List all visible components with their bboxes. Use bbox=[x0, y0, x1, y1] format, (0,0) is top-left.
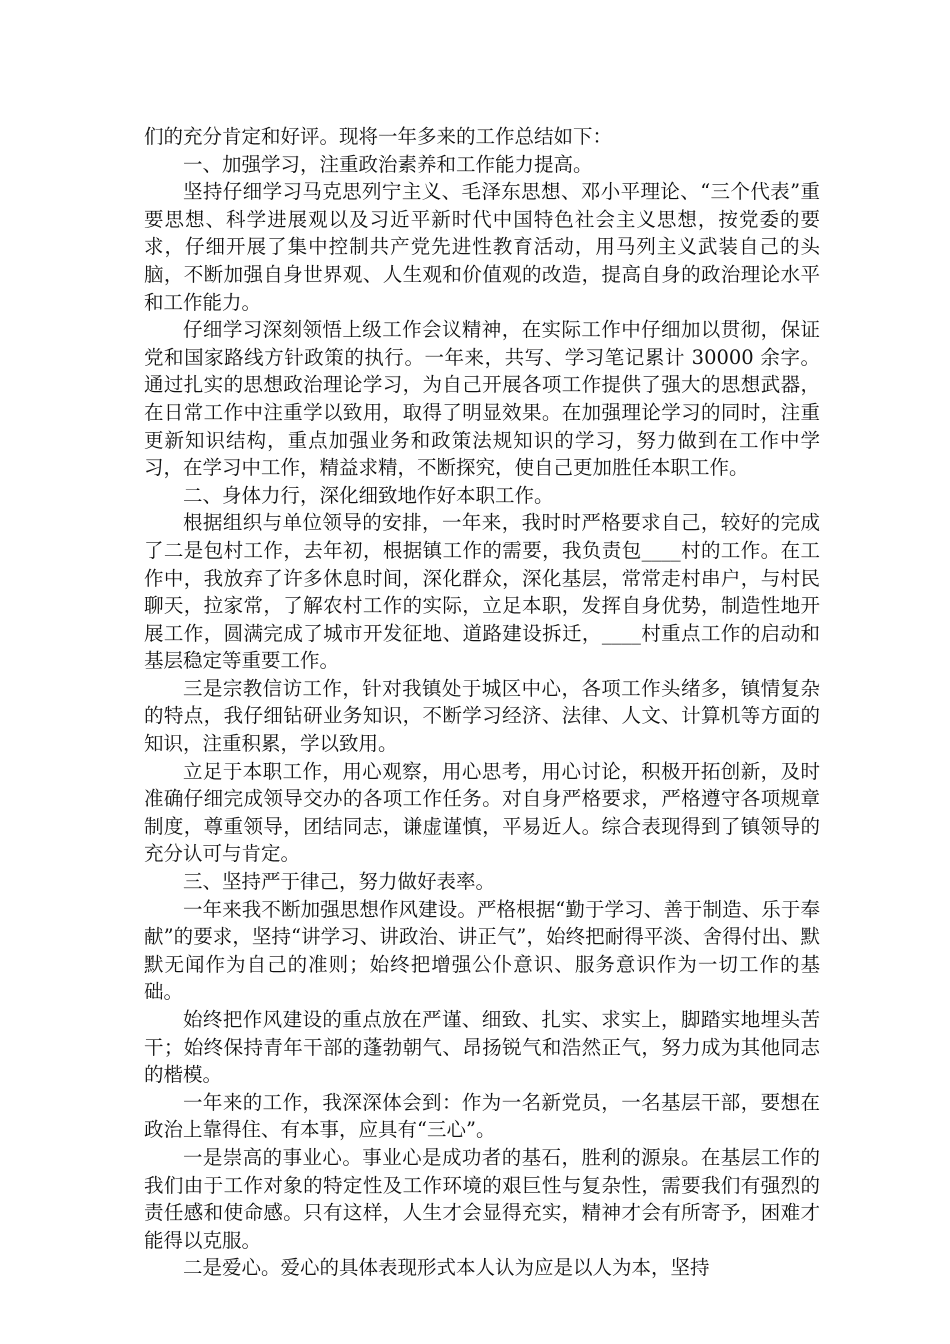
paragraph-10: 一是崇高的事业心。事业心是成功者的基石，胜利的源泉。在基层工作的我们由于工作对象的特定性及工作环境的艰巨性与复杂性，需要我们有强烈的责任感和使命感。只有这样，人生才会显得充实，精神才会有所寄予，困难才能得以克服。 bbox=[144, 1145, 820, 1252]
paragraph-6: 立足于本职工作，用心观察，用心思考，用心讨论，积极开拓创新，及时准确仔细完成领导交办的各项工作任务。对自身严格要求，严格遵守各项规章制度，尊重领导，团结同志，谦虚谨慎，平易近人。综合表现得到了镇领导的充分认可与肯定。 bbox=[144, 759, 820, 866]
paragraph-1: 们的充分肯定和好评。现将一年多来的工作总结如下： bbox=[144, 125, 613, 148]
section-heading-1: 一、加强学习，注重政治素养和工作能力提高。 bbox=[183, 152, 593, 176]
section-heading-2: 二、身体力行，深化细致地作好本职工作。 bbox=[183, 483, 554, 507]
paragraph-3: 仔细学习深刻领悟上级工作会议精神，在实际工作中仔细加以贯彻，保证党和国家路线方针政策的执行。一年来，共写、学习笔记累计 30000 余字。通过扎实的思想政治理论学习，为自己开展各项工作提供了强大的思想武器，在日常工作中注重学以致用，取得了明显效果。在加强理论学习的同时，注重更新知识结构，重点加强业务和政策法规知识的学习，努力做到在工作中学习，在学习中工作，精益求精，不断探究，使自己更加胜任本职工作。 bbox=[144, 318, 820, 480]
document-body bbox=[144, 123, 820, 1282]
section-heading-3: 三、坚持严于律己，努力做好表率。 bbox=[183, 870, 496, 894]
paragraph-2: 坚持仔细学习马克思列宁主义、毛泽东思想、邓小平理论、“三个代表”重要思想、科学进展观以及习近平新时代中国特色社会主义思想，按党委的要求，仔细开展了集中控制共产党先进性教育活动，用马列主义武装自己的头脑，不断加强自身世界观、人生观和价值观的改造，提高自身的政治理论水平和工作能力。 bbox=[144, 180, 820, 314]
paragraph-7: 一年来我不断加强思想作风建设。严格根据“勤于学习、善于制造、乐于奉献”的要求，坚持“讲学习、讲政治、讲正气”，始终把耐得平淡、舍得付出、默默无闻作为自己的准则；始终把增强公仆意识、服务意识作为一切工作的基础。 bbox=[144, 897, 820, 1004]
paragraph-4: 根据组织与单位领导的安排，一年来，我时时严格要求自己，较好的完成了二是包村工作，去年初，根据镇工作的需要，我负责包____村的工作。在工作中，我放弃了许多休息时间，深化群众，深化基层，常常走村串户，与村民聊天，拉家常，了解农村工作的实际，立足本职，发挥自身优势，制造性地开展工作，圆满完成了城市开发征地、道路建设拆迁，____村重点工作的启动和基层稳定等重要工作。 bbox=[144, 511, 820, 673]
paragraph-9: 一年来的工作，我深深体会到：作为一名新党员，一名基层干部，要想在政治上靠得住、有本事，应具有“三心”。 bbox=[144, 1090, 820, 1142]
paragraph-11: 二是爱心。爱心的具体表现形式本人认为应是以人为本，坚持 bbox=[183, 1256, 710, 1280]
paragraph-8: 始终把作风建设的重点放在严谨、细致、扎实、求实上，脚踏实地埋头苦干；始终保持青年干部的蓬勃朝气、昂扬锐气和浩然正气，努力成为其他同志的楷模。 bbox=[144, 1008, 820, 1087]
paragraph-5: 三是宗教信访工作，针对我镇处于城区中心，各项工作头绪多，镇情复杂的特点，我仔细钻研业务知识，不断学习经济、法律、人文、计算机等方面的知识，注重积累，学以致用。 bbox=[144, 676, 820, 756]
